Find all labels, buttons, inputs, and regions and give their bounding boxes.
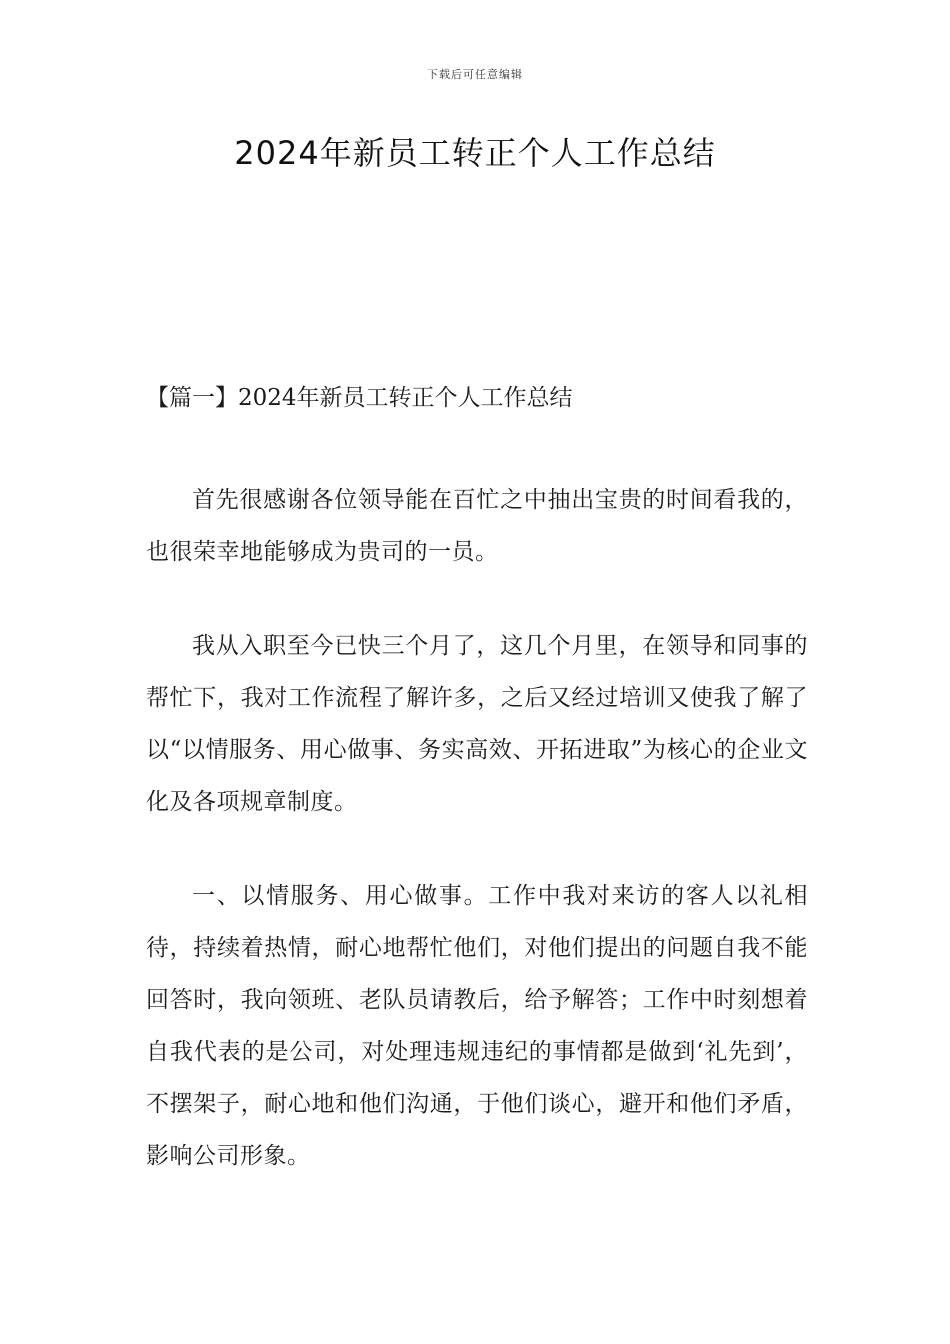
document-title: 2024年新员工转正个人工作总结 [234, 134, 716, 172]
section-heading: 【篇一】2024年新员工转正个人工作总结 [146, 385, 573, 411]
body-paragraph: 一、以情服务、用心做事。工作中我对来访的客人以礼相待，持续着热情，耐心地帮忙他们，对他们提出的问题自我不能回答时，我向领班、老队员请教后，给予解答；工作中时刻想着自我代表的是公司，对处理违规违纪的事情都是做到‘礼先到’，不摆架子，耐心地和他们沟通，于他们谈心，避开和他们矛盾，影响公司形象。 [146, 883, 808, 1169]
body-paragraph: 我从入职至今已快三个月了，这几个月里，在领导和同事的帮忙下，我对工作流程了解许多，之后又经过培训又使我了解了以“以情服务、用心做事、务实高效、开拓进取”为核心的企业文化及各项规章制度。 [146, 633, 808, 815]
body-paragraph: 首先很感谢各位领导能在百忙之中抽出宝贵的时间看我的，也很荣幸地能够成为贵司的一员。 [146, 487, 808, 565]
header-note: 下载后可任意编辑 [427, 68, 523, 81]
